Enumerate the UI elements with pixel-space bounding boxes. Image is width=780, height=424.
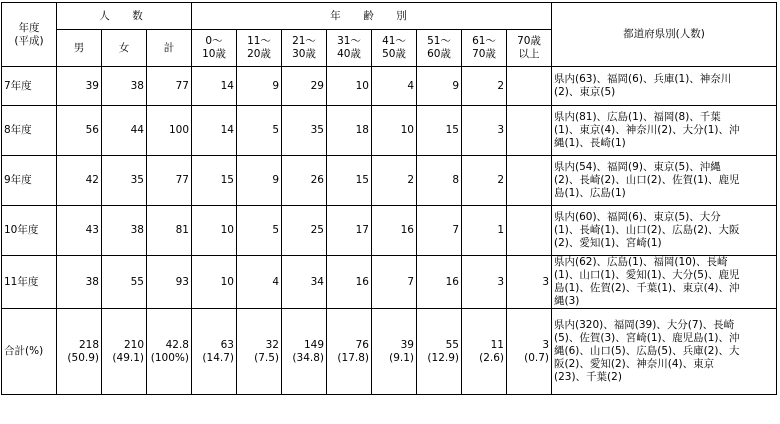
age-count-cell: 2: [372, 156, 417, 206]
female-count-cell: 44: [102, 106, 147, 156]
female-count-cell: 35: [102, 156, 147, 206]
age-count-cell: 9: [237, 67, 282, 106]
age-count-cell: 16: [327, 256, 372, 309]
year-row: [2, 67, 777, 106]
age-count-cell: 35: [282, 106, 327, 156]
year-label: 合計(%): [2, 309, 57, 395]
female-count-cell: 55: [102, 256, 147, 309]
year-row: [2, 156, 777, 206]
age-count-cell: 11 (2.6): [462, 309, 507, 395]
age-count-cell: 7: [417, 206, 462, 256]
total-count-cell: 42.8 (100%): [147, 309, 192, 395]
age-count-cell: 4: [372, 67, 417, 106]
age-count-cell: [507, 67, 552, 106]
age-count-cell: 63 (14.7): [192, 309, 237, 395]
age-count-cell: 8: [417, 156, 462, 206]
age-count-cell: 16: [372, 206, 417, 256]
age-count-cell: 10: [192, 206, 237, 256]
age-count-cell: 5: [237, 206, 282, 256]
age-range-header: 61～ 70歳: [462, 30, 507, 67]
male-count-cell: 42: [57, 156, 102, 206]
age-count-cell: 2: [462, 67, 507, 106]
male-count-cell: 56: [57, 106, 102, 156]
prefecture-breakdown-cell: 県内(62)、広島(1)、福岡(10)、長崎 (1)、山口(1)、愛知(1)、大分(5)、鹿児 島(1)、佐賀(2)、千葉(1)、東京(4)、沖 縄(3): [552, 256, 777, 309]
prefecture-breakdown-cell: 県内(63)、福岡(6)、兵庫(1)、神奈川 (2)、東京(5): [552, 67, 777, 106]
year-label: 9年度: [2, 156, 57, 206]
age-count-cell: 18: [327, 106, 372, 156]
age-count-cell: 9: [417, 67, 462, 106]
male-header: 男: [57, 30, 102, 67]
age-count-cell: [507, 206, 552, 256]
age-count-cell: 55 (12.9): [417, 309, 462, 395]
year-label: 7年度: [2, 67, 57, 106]
year-label: 10年度: [2, 206, 57, 256]
age-count-cell: 1: [462, 206, 507, 256]
male-count-cell: 43: [57, 206, 102, 256]
age-range-header: 51～ 60歳: [417, 30, 462, 67]
age-count-cell: 17: [327, 206, 372, 256]
total-header: 計: [147, 30, 192, 67]
age-count-cell: 3 (0.7): [507, 309, 552, 395]
prefecture-breakdown-cell: 県内(81)、広島(1)、福岡(8)、千葉 (1)、東京(4)、神奈川(2)、大分(1)、沖 縄(1)、長崎(1): [552, 106, 777, 156]
prefecture-breakdown-cell: 県内(320)、福岡(39)、大分(7)、長崎 (5)、佐賀(3)、宮崎(1)、鹿児島(1)、沖 縄(6)、山口(5)、広島(5)、兵庫(2)、大 阪(2)、愛知(2)、神奈川(4)、東京 (23)、千葉(2): [552, 309, 777, 395]
prefecture-header: 都道府県別(人数): [552, 3, 777, 67]
age-count-cell: 26: [282, 156, 327, 206]
age-count-cell: 14: [192, 67, 237, 106]
age-count-cell: 2: [462, 156, 507, 206]
year-label: 8年度: [2, 106, 57, 156]
age-range-header: 70歳 以上: [507, 30, 552, 67]
male-count-cell: 38: [57, 256, 102, 309]
year-header: 年度 (平成): [2, 3, 57, 67]
female-count-cell: 210 (49.1): [102, 309, 147, 395]
age-count-cell: 7: [372, 256, 417, 309]
total-count-cell: 77: [147, 67, 192, 106]
age-count-cell: 149 (34.8): [282, 309, 327, 395]
age-count-cell: [507, 106, 552, 156]
age-count-cell: 39 (9.1): [372, 309, 417, 395]
age-count-cell: 9: [237, 156, 282, 206]
female-header: 女: [102, 30, 147, 67]
age-range-header: 21～ 30歳: [282, 30, 327, 67]
total-count-cell: 100: [147, 106, 192, 156]
age-count-cell: 10: [327, 67, 372, 106]
age-count-cell: 32 (7.5): [237, 309, 282, 395]
year-row: [2, 106, 777, 156]
male-count-cell: 218 (50.9): [57, 309, 102, 395]
statistics-table: [1, 2, 777, 395]
female-count-cell: 38: [102, 67, 147, 106]
age-count-cell: [507, 156, 552, 206]
age-count-cell: 15: [192, 156, 237, 206]
age-range-header: 0～ 10歳: [192, 30, 237, 67]
age-count-cell: 34: [282, 256, 327, 309]
age-group-header: 年 齢 別: [192, 3, 552, 30]
age-count-cell: 16: [417, 256, 462, 309]
age-count-cell: 10: [192, 256, 237, 309]
age-count-cell: 15: [327, 156, 372, 206]
total-count-cell: 77: [147, 156, 192, 206]
male-count-cell: 39: [57, 67, 102, 106]
age-count-cell: 5: [237, 106, 282, 156]
age-count-cell: 15: [417, 106, 462, 156]
prefecture-breakdown-cell: 県内(54)、福岡(9)、東京(5)、沖縄 (2)、長崎(2)、山口(2)、佐賀(1)、鹿児 島(1)、広島(1): [552, 156, 777, 206]
year-row: [2, 206, 777, 256]
age-count-cell: 25: [282, 206, 327, 256]
year-row: [2, 256, 777, 309]
age-count-cell: 76 (17.8): [327, 309, 372, 395]
age-range-header: 41～ 50歳: [372, 30, 417, 67]
prefecture-breakdown-cell: 県内(60)、福岡(6)、東京(5)、大分 (1)、長崎(1)、山口(2)、広島(2)、大阪 (2)、愛知(1)、宮崎(1): [552, 206, 777, 256]
total-count-cell: 93: [147, 256, 192, 309]
people-count-header: 人 数: [57, 3, 192, 30]
year-label: 11年度: [2, 256, 57, 309]
age-count-cell: 3: [507, 256, 552, 309]
age-count-cell: 3: [462, 256, 507, 309]
female-count-cell: 38: [102, 206, 147, 256]
age-count-cell: 29: [282, 67, 327, 106]
age-range-header: 31～ 40歳: [327, 30, 372, 67]
age-range-header: 11～ 20歳: [237, 30, 282, 67]
age-count-cell: 14: [192, 106, 237, 156]
age-count-cell: 4: [237, 256, 282, 309]
total-count-cell: 81: [147, 206, 192, 256]
age-count-cell: 10: [372, 106, 417, 156]
age-count-cell: 3: [462, 106, 507, 156]
total-row: [2, 309, 777, 395]
